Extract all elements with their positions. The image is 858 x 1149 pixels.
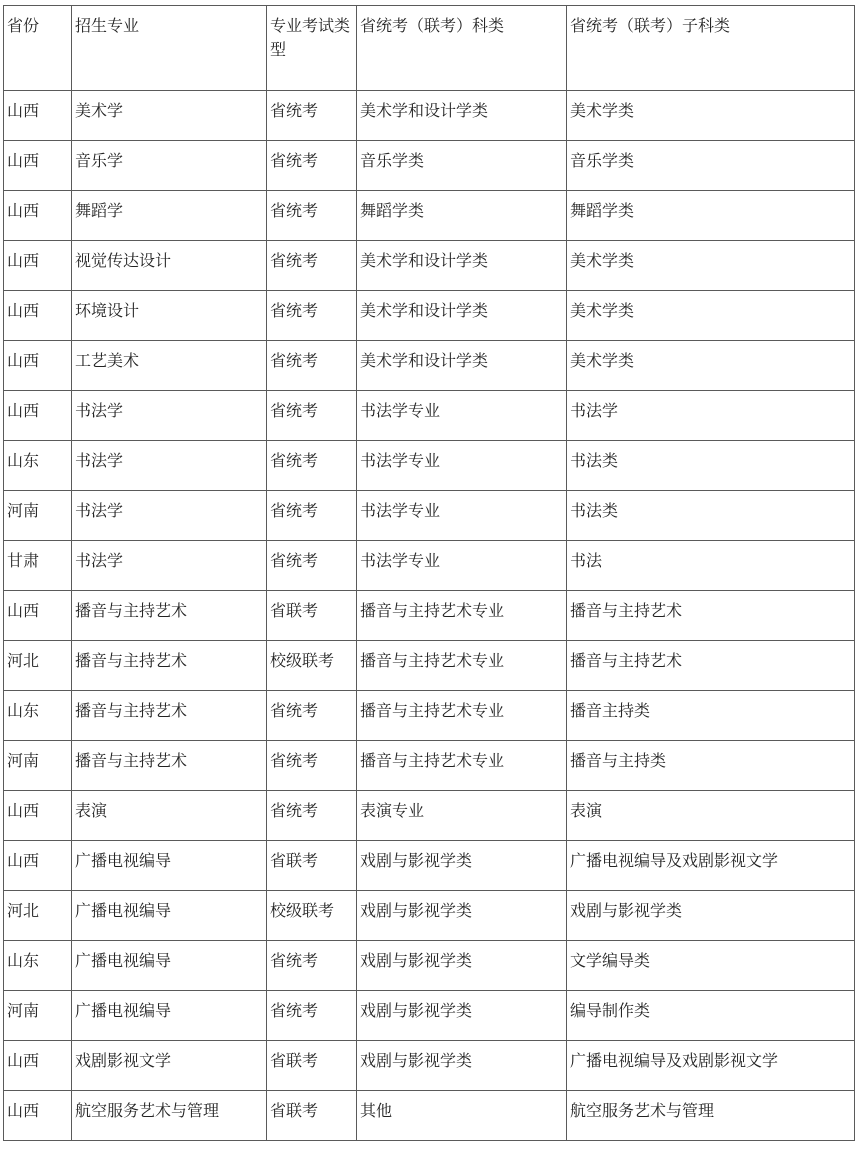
cell-province: 山东 <box>4 691 72 741</box>
cell-exam-subcategory: 航空服务艺术与管理 <box>567 1091 855 1141</box>
cell-exam-category: 书法学专业 <box>357 391 567 441</box>
cell-province: 山西 <box>4 391 72 441</box>
cell-major: 书法学 <box>72 441 267 491</box>
header-exam-subcategory: 省统考（联考）子科类 <box>567 6 855 91</box>
cell-exam-type: 省联考 <box>267 591 357 641</box>
cell-exam-subcategory: 广播电视编导及戏剧影视文学 <box>567 1041 855 1091</box>
cell-province: 河北 <box>4 891 72 941</box>
cell-exam-subcategory: 美术学类 <box>567 291 855 341</box>
table-row <box>4 341 855 391</box>
cell-exam-type: 省统考 <box>267 691 357 741</box>
cell-exam-subcategory: 播音与主持类 <box>567 741 855 791</box>
cell-exam-category: 播音与主持艺术专业 <box>357 691 567 741</box>
cell-exam-type: 校级联考 <box>267 641 357 691</box>
cell-exam-type: 省统考 <box>267 341 357 391</box>
cell-exam-category: 书法学专业 <box>357 441 567 491</box>
cell-province: 山西 <box>4 91 72 141</box>
cell-exam-type: 省统考 <box>267 391 357 441</box>
admission-table-container <box>3 5 855 1141</box>
table-row <box>4 791 855 841</box>
cell-province: 山西 <box>4 791 72 841</box>
table-row <box>4 1041 855 1091</box>
cell-exam-type: 省统考 <box>267 491 357 541</box>
cell-exam-category: 书法学专业 <box>357 491 567 541</box>
cell-exam-type: 省统考 <box>267 541 357 591</box>
table-row <box>4 941 855 991</box>
cell-province: 山西 <box>4 291 72 341</box>
table-row <box>4 691 855 741</box>
cell-exam-subcategory: 书法 <box>567 541 855 591</box>
cell-exam-category: 表演专业 <box>357 791 567 841</box>
table-row <box>4 491 855 541</box>
cell-exam-subcategory: 广播电视编导及戏剧影视文学 <box>567 841 855 891</box>
table-row <box>4 91 855 141</box>
table-row <box>4 1091 855 1141</box>
cell-exam-subcategory: 播音与主持艺术 <box>567 591 855 641</box>
cell-exam-subcategory: 播音主持类 <box>567 691 855 741</box>
cell-exam-category: 播音与主持艺术专业 <box>357 591 567 641</box>
cell-major: 书法学 <box>72 491 267 541</box>
cell-province: 山西 <box>4 241 72 291</box>
cell-exam-subcategory: 美术学类 <box>567 91 855 141</box>
cell-exam-subcategory: 美术学类 <box>567 241 855 291</box>
table-header <box>4 6 855 91</box>
cell-major: 音乐学 <box>72 141 267 191</box>
cell-major: 广播电视编导 <box>72 841 267 891</box>
cell-exam-subcategory: 舞蹈学类 <box>567 191 855 241</box>
cell-major: 书法学 <box>72 391 267 441</box>
cell-exam-subcategory: 美术学类 <box>567 341 855 391</box>
cell-exam-category: 戏剧与影视学类 <box>357 1041 567 1091</box>
cell-exam-type: 省联考 <box>267 841 357 891</box>
admission-table <box>3 5 855 1141</box>
cell-exam-subcategory: 文学编导类 <box>567 941 855 991</box>
table-row <box>4 841 855 891</box>
cell-exam-type: 省统考 <box>267 741 357 791</box>
cell-exam-type: 省统考 <box>267 791 357 841</box>
table-row <box>4 741 855 791</box>
cell-exam-type: 省统考 <box>267 191 357 241</box>
cell-major: 表演 <box>72 791 267 841</box>
cell-exam-category: 美术学和设计学类 <box>357 91 567 141</box>
cell-exam-type: 省统考 <box>267 91 357 141</box>
cell-major: 播音与主持艺术 <box>72 691 267 741</box>
cell-major: 播音与主持艺术 <box>72 741 267 791</box>
table-row <box>4 241 855 291</box>
cell-exam-category: 戏剧与影视学类 <box>357 841 567 891</box>
cell-exam-type: 省统考 <box>267 441 357 491</box>
table-row <box>4 141 855 191</box>
cell-exam-category: 美术学和设计学类 <box>357 291 567 341</box>
cell-province: 山西 <box>4 841 72 891</box>
cell-province: 山西 <box>4 591 72 641</box>
cell-major: 工艺美术 <box>72 341 267 391</box>
cell-province: 山西 <box>4 141 72 191</box>
cell-province: 河南 <box>4 741 72 791</box>
cell-province: 山东 <box>4 441 72 491</box>
cell-province: 山西 <box>4 1091 72 1141</box>
cell-major: 戏剧影视文学 <box>72 1041 267 1091</box>
cell-exam-subcategory: 戏剧与影视学类 <box>567 891 855 941</box>
cell-exam-category: 美术学和设计学类 <box>357 241 567 291</box>
table-body <box>4 91 855 1141</box>
cell-exam-category: 音乐学类 <box>357 141 567 191</box>
cell-province: 河北 <box>4 641 72 691</box>
table-row <box>4 641 855 691</box>
table-row <box>4 991 855 1041</box>
cell-major: 广播电视编导 <box>72 891 267 941</box>
cell-exam-type: 省统考 <box>267 141 357 191</box>
cell-exam-subcategory: 书法类 <box>567 441 855 491</box>
header-province: 省份 <box>4 6 72 91</box>
cell-major: 航空服务艺术与管理 <box>72 1091 267 1141</box>
cell-province: 河南 <box>4 491 72 541</box>
cell-major: 美术学 <box>72 91 267 141</box>
cell-exam-subcategory: 音乐学类 <box>567 141 855 191</box>
cell-province: 甘肃 <box>4 541 72 591</box>
cell-exam-subcategory: 书法类 <box>567 491 855 541</box>
cell-exam-category: 其他 <box>357 1091 567 1141</box>
cell-province: 山西 <box>4 341 72 391</box>
cell-major: 播音与主持艺术 <box>72 641 267 691</box>
cell-exam-type: 省联考 <box>267 1041 357 1091</box>
cell-exam-type: 省统考 <box>267 241 357 291</box>
header-exam-category: 省统考（联考）科类 <box>357 6 567 91</box>
cell-exam-category: 播音与主持艺术专业 <box>357 641 567 691</box>
table-row <box>4 191 855 241</box>
cell-exam-subcategory: 表演 <box>567 791 855 841</box>
cell-exam-category: 书法学专业 <box>357 541 567 591</box>
cell-exam-category: 戏剧与影视学类 <box>357 991 567 1041</box>
table-row <box>4 591 855 641</box>
cell-major: 视觉传达设计 <box>72 241 267 291</box>
cell-exam-type: 省统考 <box>267 991 357 1041</box>
cell-exam-category: 舞蹈学类 <box>357 191 567 241</box>
cell-exam-category: 戏剧与影视学类 <box>357 941 567 991</box>
table-row <box>4 541 855 591</box>
header-row <box>4 6 855 91</box>
cell-major: 广播电视编导 <box>72 991 267 1041</box>
cell-province: 山西 <box>4 191 72 241</box>
cell-exam-type: 省统考 <box>267 291 357 341</box>
cell-province: 河南 <box>4 991 72 1041</box>
table-row <box>4 441 855 491</box>
cell-exam-subcategory: 书法学 <box>567 391 855 441</box>
cell-exam-category: 戏剧与影视学类 <box>357 891 567 941</box>
cell-exam-type: 省统考 <box>267 941 357 991</box>
cell-major: 书法学 <box>72 541 267 591</box>
cell-exam-subcategory: 播音与主持艺术 <box>567 641 855 691</box>
cell-exam-type: 省联考 <box>267 1091 357 1141</box>
cell-exam-category: 美术学和设计学类 <box>357 341 567 391</box>
table-row <box>4 291 855 341</box>
cell-major: 环境设计 <box>72 291 267 341</box>
header-major: 招生专业 <box>72 6 267 91</box>
cell-major: 播音与主持艺术 <box>72 591 267 641</box>
cell-exam-category: 播音与主持艺术专业 <box>357 741 567 791</box>
cell-province: 山西 <box>4 1041 72 1091</box>
cell-major: 广播电视编导 <box>72 941 267 991</box>
cell-major: 舞蹈学 <box>72 191 267 241</box>
table-row <box>4 391 855 441</box>
cell-exam-type: 校级联考 <box>267 891 357 941</box>
header-exam-type: 专业考试类型 <box>267 6 357 91</box>
table-row <box>4 891 855 941</box>
cell-province: 山东 <box>4 941 72 991</box>
cell-exam-subcategory: 编导制作类 <box>567 991 855 1041</box>
